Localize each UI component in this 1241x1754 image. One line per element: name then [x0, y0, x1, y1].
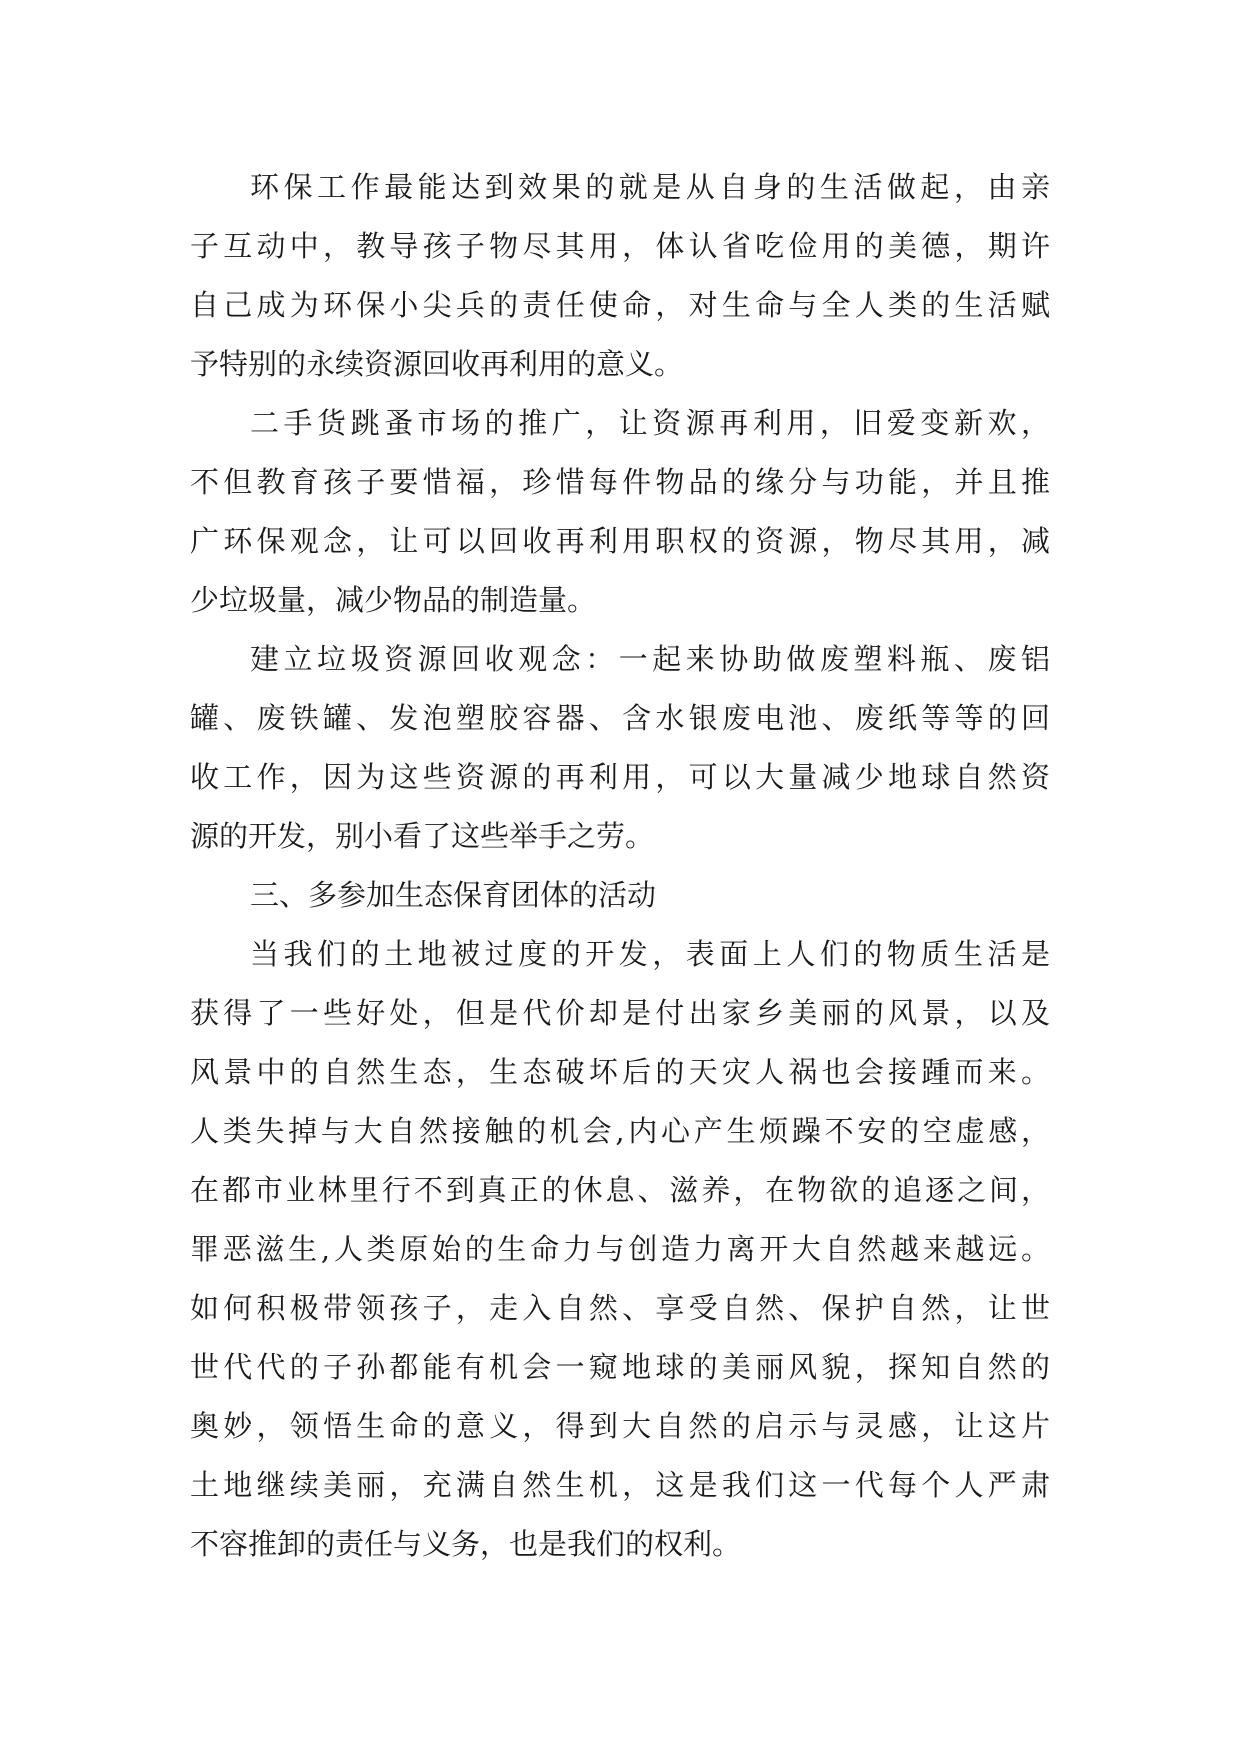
paragraph-2-line-2: 不但教育孩子要惜福，珍惜每件物品的缘分与功能，并且推: [190, 465, 1050, 499]
paragraph-1-line-4: 予特别的永续资源回收再利用的意义。: [190, 347, 684, 381]
paragraph-3-line-1: 建立垃圾资源回收观念：一起来协助做废塑料瓶、废铝: [250, 642, 1050, 676]
paragraph-4-line-2: 获得了一些好处，但是代价却是付出家乡美丽的风景，以及: [190, 996, 1050, 1030]
paragraph-4-line-1: 当我们的土地被过度的开发，表面上人们的物质生活是: [250, 937, 1050, 971]
paragraph-2-line-3: 广环保观念，让可以回收再利用职权的资源，物尽其用，减: [190, 524, 1050, 558]
paragraph-4-line-4: 人类失掉与大自然接触的机会,内心产生烦躁不安的空虚感，: [190, 1114, 1050, 1148]
document-body: [190, 158, 1050, 1574]
paragraph-3-line-4: 源的开发，别小看了这些举手之劳。: [190, 819, 655, 853]
paragraph-4-line-11: 不容推卸的责任与义务，也是我们的权利。: [190, 1527, 742, 1561]
paragraph-4-line-10: 土地继续美丽，充满自然生机，这是我们这一代每个人严肃: [190, 1468, 1050, 1502]
paragraph-4-line-8: 世代代的子孙都能有机会一窥地球的美丽风貌，探知自然的: [190, 1350, 1050, 1384]
paragraph-4-line-3: 风景中的自然生态，生态破坏后的天灾人祸也会接踵而来。: [190, 1055, 1050, 1089]
section-heading: 三、多参加生态保育团体的活动: [250, 878, 657, 912]
paragraph-4-line-6: 罪恶滋生,人类原始的生命力与创造力离开大自然越来越远。: [190, 1232, 1050, 1266]
paragraph-4-line-7: 如何积极带领孩子，走入自然、享受自然、保护自然，让世: [190, 1291, 1050, 1325]
paragraph-4-line-9: 奥妙，领悟生命的意义，得到大自然的启示与灵感，让这片: [190, 1409, 1050, 1443]
paragraph-2-line-4: 少垃圾量，减少物品的制造量。: [190, 583, 597, 617]
paragraph-4-line-5: 在都市业林里行不到真正的休息、滋养，在物欲的追逐之间，: [190, 1173, 1050, 1207]
paragraph-2-line-1: 二手货跳蚤市场的推广，让资源再利用，旧爱变新欢，: [250, 406, 1050, 440]
paragraph-3-line-2: 罐、废铁罐、发泡塑胶容器、含水银废电池、废纸等等的回: [190, 701, 1050, 735]
paragraph-3-line-3: 收工作，因为这些资源的再利用，可以大量减少地球自然资: [190, 760, 1050, 794]
paragraph-1-line-3: 自己成为环保小尖兵的责任使命，对生命与全人类的生活赋: [190, 288, 1050, 322]
paragraph-1-line-1: 环保工作最能达到效果的就是从自身的生活做起，由亲: [250, 170, 1050, 204]
paragraph-1-line-2: 子互动中，教导孩子物尽其用，体认省吃俭用的美德，期许: [190, 229, 1050, 263]
